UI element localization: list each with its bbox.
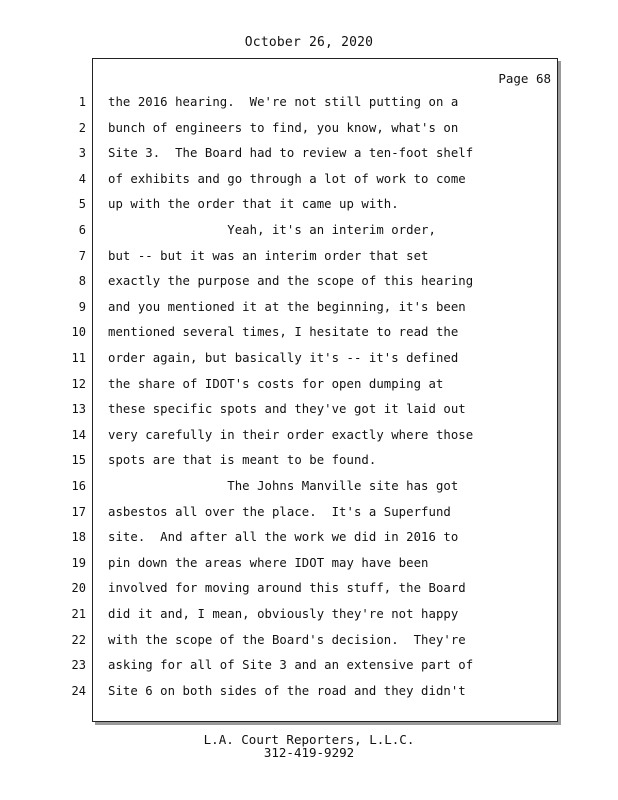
- line-number: 12: [71, 377, 86, 391]
- line-number: 18: [71, 530, 86, 544]
- line-number: 8: [78, 274, 86, 288]
- footer-company: L.A. Court Reporters, L.L.C.: [203, 732, 415, 747]
- transcript-line: asking for all of Site 3 and an extensive part of: [108, 658, 474, 672]
- transcript-line: of exhibits and go through a lot of work to come: [108, 172, 466, 186]
- line-number: 13: [71, 402, 86, 416]
- line-number: 7: [78, 249, 86, 263]
- line-number: 5: [78, 197, 86, 211]
- transcript-line: with the scope of the Board's decision. They're: [108, 633, 466, 647]
- transcript-line: exactly the purpose and the scope of this hearing: [108, 274, 474, 288]
- transcript-line: spots are that is meant to be found.: [108, 453, 377, 467]
- transcript-line: Site 3. The Board had to review a ten-foot shelf: [108, 146, 474, 160]
- line-number: 15: [71, 453, 86, 467]
- line-number: 6: [78, 223, 86, 237]
- transcript-line: Site 6 on both sides of the road and they didn't: [108, 684, 466, 698]
- line-number: 4: [78, 172, 86, 186]
- line-number: 22: [71, 633, 86, 647]
- transcript-line: asbestos all over the place. It's a Superfund: [108, 505, 451, 519]
- line-number: 20: [71, 581, 86, 595]
- line-number: 10: [71, 325, 86, 339]
- transcript-line: pin down the areas where IDOT may have been: [108, 556, 429, 570]
- page-number: Page 68: [498, 71, 551, 86]
- transcript-line: involved for moving around this stuff, the Board: [108, 581, 466, 595]
- line-number: 11: [71, 351, 86, 365]
- footer-phone: 312-419-9292: [263, 745, 355, 760]
- transcript-line: very carefully in their order exactly where those: [108, 428, 474, 442]
- line-number: 17: [71, 505, 86, 519]
- transcript-line: the share of IDOT's costs for open dumping at: [108, 377, 444, 391]
- transcript-line: mentioned several times, I hesitate to read the: [108, 325, 459, 339]
- line-number: 16: [71, 479, 86, 493]
- header-date: October 26, 2020: [244, 35, 374, 50]
- line-number: 23: [71, 658, 86, 672]
- line-number: 1: [78, 95, 86, 109]
- line-number: 3: [78, 146, 86, 160]
- line-number: 9: [78, 300, 86, 314]
- transcript-line: order again, but basically it's -- it's defined: [108, 351, 459, 365]
- transcript-line: The Johns Manville site has got: [108, 479, 459, 493]
- transcript-line: up with the order that it came up with.: [108, 197, 399, 211]
- line-number: 24: [71, 684, 86, 698]
- transcript-line: did it and, I mean, obviously they're not happy: [108, 607, 459, 621]
- transcript-line: these specific spots and they've got it laid out: [108, 402, 466, 416]
- line-number: 2: [78, 121, 86, 135]
- line-number: 14: [71, 428, 86, 442]
- line-number: 19: [71, 556, 86, 570]
- transcript-line: site. And after all the work we did in 2016 to: [108, 530, 459, 544]
- line-number: 21: [71, 607, 86, 621]
- transcript-line: Yeah, it's an interim order,: [108, 223, 436, 237]
- transcript-line: bunch of engineers to find, you know, what's on: [108, 121, 459, 135]
- footer: [0, 733, 618, 759]
- transcript-line: and you mentioned it at the beginning, it's been: [108, 300, 466, 314]
- transcript-line: the 2016 hearing. We're not still putting on a: [108, 95, 459, 109]
- transcript-line: but -- but it was an interim order that set: [108, 249, 429, 263]
